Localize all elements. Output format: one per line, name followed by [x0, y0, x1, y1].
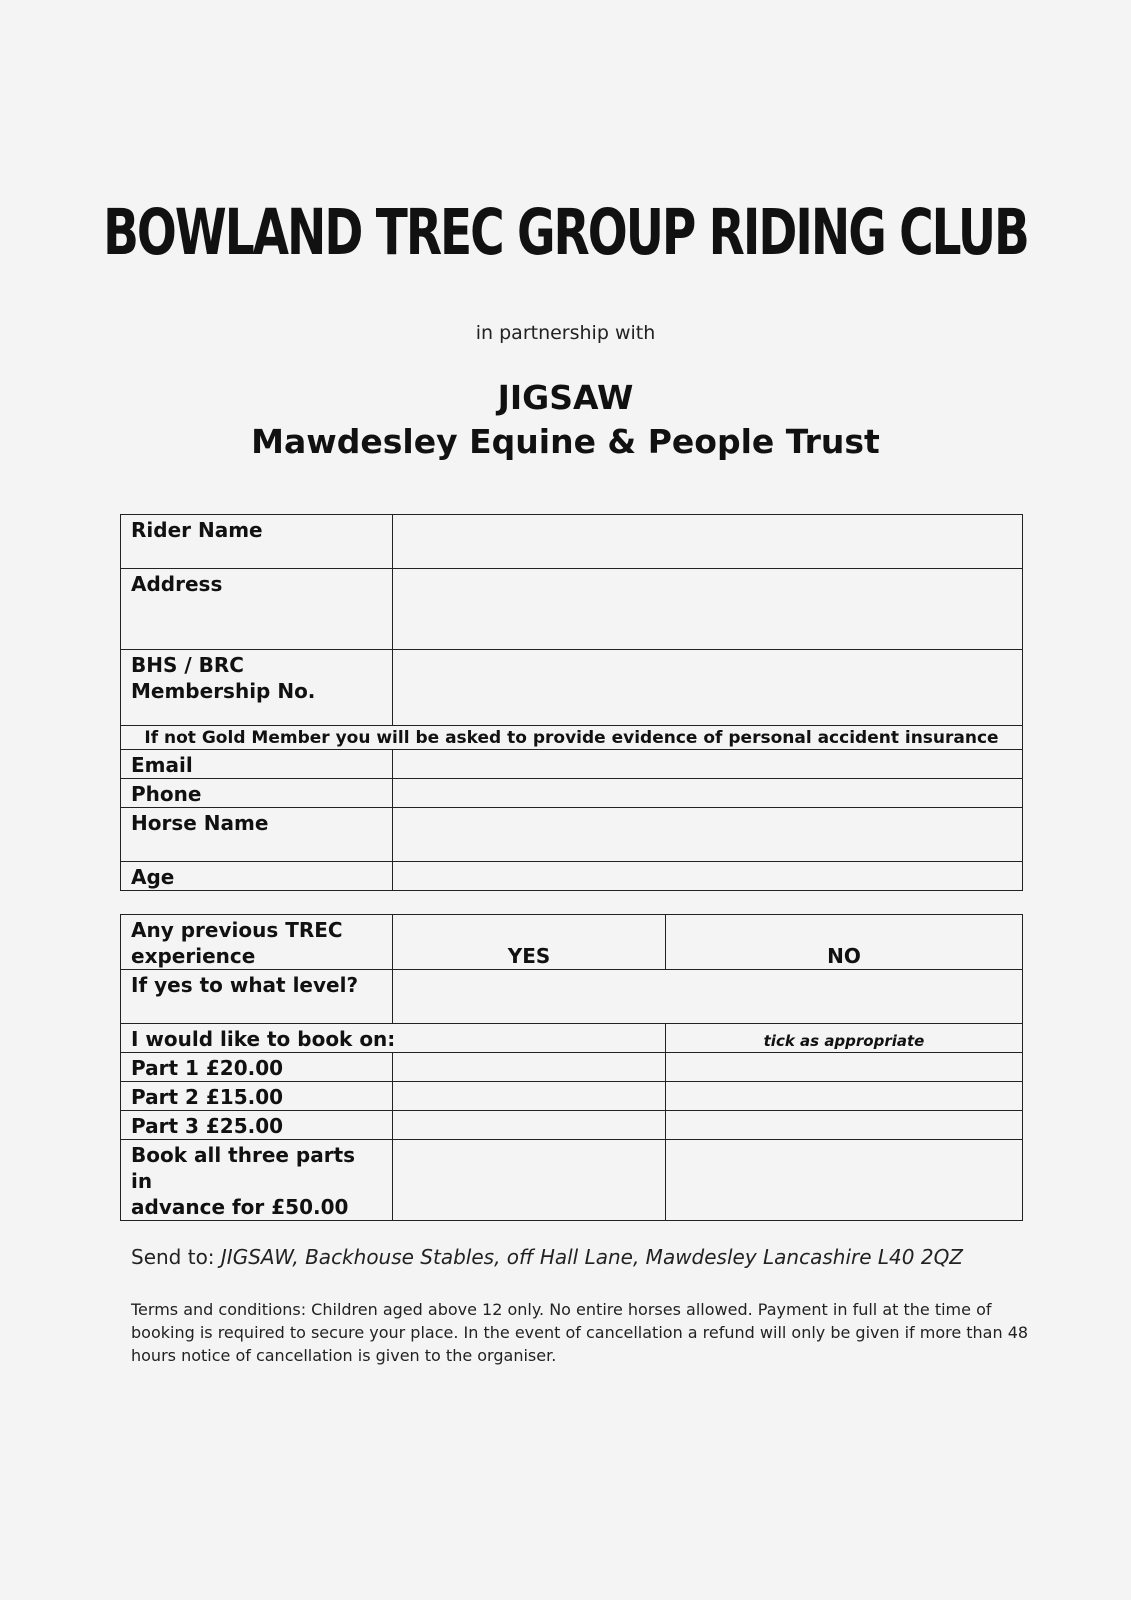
- previous-experience-line-1: Any previous TREC: [131, 918, 343, 942]
- previous-experience-line-2: experience: [131, 944, 256, 968]
- part1-tick[interactable]: [666, 1053, 1023, 1082]
- part1-label: Part 1 £20.00: [121, 1053, 393, 1082]
- organisation-name: [0, 376, 1131, 464]
- organisation-line-2: Mawdesley Equine & People Trust: [251, 422, 880, 461]
- email-label: Email: [121, 750, 393, 779]
- phone-field[interactable]: [393, 779, 1023, 808]
- membership-label-line-1: BHS / BRC: [131, 653, 244, 677]
- address-field[interactable]: [393, 569, 1023, 650]
- previous-experience-label: [121, 915, 393, 970]
- terms-and-conditions: Terms and conditions: Children aged above 12 only. No entire horses allowed. Payment in full at the time of booking is required to secure your place. In the event of cancellation a refund will only be given if more than 48 hours notice of cancellation is given to the organiser.: [131, 1300, 1029, 1365]
- all-parts-tick[interactable]: [666, 1140, 1023, 1221]
- all-parts-field[interactable]: [393, 1140, 666, 1221]
- part2-tick[interactable]: [666, 1082, 1023, 1111]
- part2-field[interactable]: [393, 1082, 666, 1111]
- membership-label-line-2: Membership No.: [131, 679, 316, 703]
- part3-tick[interactable]: [666, 1111, 1023, 1140]
- address-label: Address: [121, 569, 393, 650]
- membership-field[interactable]: [393, 650, 1023, 726]
- all-parts-label: [121, 1140, 393, 1221]
- yes-option[interactable]: YES: [393, 915, 666, 970]
- rider-name-field[interactable]: [393, 515, 1023, 569]
- send-to: [131, 1245, 963, 1269]
- age-field[interactable]: [393, 862, 1023, 891]
- booking-table: [120, 914, 1023, 1221]
- level-field[interactable]: [393, 970, 1023, 1024]
- age-label: Age: [121, 862, 393, 891]
- book-on-label: I would like to book on:: [121, 1024, 666, 1053]
- tick-instruction: tick as appropriate: [666, 1024, 1023, 1053]
- horse-name-label: Horse Name: [121, 808, 393, 862]
- level-label: If yes to what level?: [121, 970, 393, 1024]
- no-option[interactable]: NO: [666, 915, 1023, 970]
- part2-label: Part 2 £15.00: [121, 1082, 393, 1111]
- part1-field[interactable]: [393, 1053, 666, 1082]
- all-parts-line-1: Book all three parts in: [131, 1143, 356, 1193]
- partnership-text: in partnership with: [475, 322, 656, 344]
- insurance-note: If not Gold Member you will be asked to provide evidence of personal accident insurance: [121, 726, 1023, 750]
- club-title: BOWLAND TREC GROUP RIDING CLUB: [103, 196, 1028, 271]
- all-parts-line-2: advance for £50.00: [131, 1195, 349, 1219]
- organisation-line-1: JIGSAW: [497, 378, 634, 417]
- rider-name-label: Rider Name: [121, 515, 393, 569]
- send-to-address: JIGSAW, Backhouse Stables, off Hall Lane, Mawdesley Lancashire L40 2QZ: [220, 1245, 964, 1269]
- rider-details-table: [120, 514, 1023, 891]
- part3-field[interactable]: [393, 1111, 666, 1140]
- part3-label: Part 3 £25.00: [121, 1111, 393, 1140]
- horse-name-field[interactable]: [393, 808, 1023, 862]
- send-to-label: Send to:: [131, 1245, 221, 1269]
- phone-label: Phone: [121, 779, 393, 808]
- email-field[interactable]: [393, 750, 1023, 779]
- membership-label: [121, 650, 393, 726]
